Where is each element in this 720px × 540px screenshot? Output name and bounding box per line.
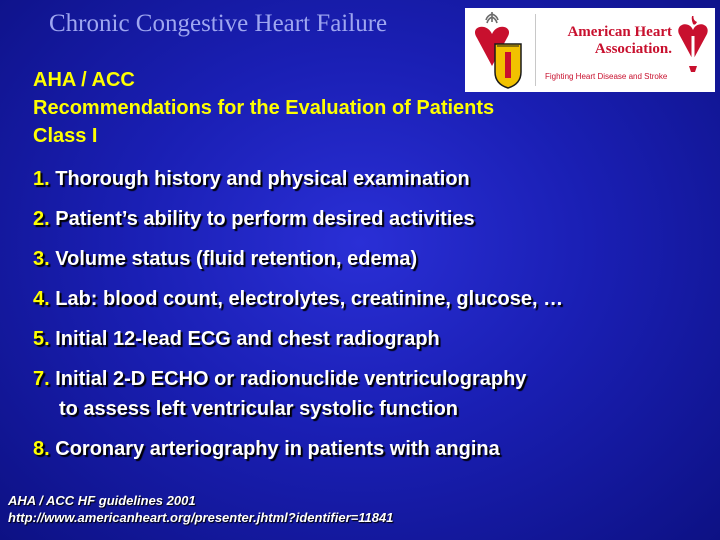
aha-tagline: Fighting Heart Disease and Stroke <box>545 72 668 81</box>
item-number: 7. <box>33 368 50 390</box>
slide-title: Chronic Congestive Heart Failure <box>49 10 388 37</box>
list-item <box>33 208 475 231</box>
item-text: Lab: blood count, electrolytes, creatinine, glucose, … <box>49 288 564 310</box>
heading-line2: Recommendations for the Evaluation of Patients <box>33 97 495 119</box>
aha-torch-heart-icon <box>675 16 711 76</box>
aha-wordmark <box>560 24 672 58</box>
item-text: Initial 2-D ECHO or radionuclide ventriculography <box>49 368 527 390</box>
item-text: Coronary arteriography in patients with angina <box>49 438 500 460</box>
wordmark-line2: Association. <box>594 41 672 57</box>
citation-url[interactable]: http://www.americanheart.org/presenter.jhtml?identifier=11841 <box>8 510 394 525</box>
list-item <box>33 288 563 311</box>
citation <box>8 492 393 526</box>
list-item-continuation: to assess left ventricular systolic function <box>59 398 459 420</box>
list-item <box>33 368 526 391</box>
item-text: Patient’s ability to perform desired activities <box>49 208 475 230</box>
item-text: Thorough history and physical examination <box>49 168 470 190</box>
list-item <box>33 438 500 461</box>
wordmark-line1: American Heart <box>567 24 672 40</box>
item-number: 2. <box>33 208 50 230</box>
item-number: 4. <box>33 288 50 310</box>
list-item <box>33 328 440 351</box>
heading-line3: Class I <box>33 125 98 147</box>
item-number: 3. <box>33 248 50 270</box>
item-text: Volume status (fluid retention, edema) <box>49 248 418 270</box>
list-item <box>33 248 417 271</box>
item-number: 5. <box>33 328 50 350</box>
item-number: 8. <box>33 438 50 460</box>
citation-source: AHA / ACC HF guidelines 2001 <box>8 493 196 508</box>
heading-line1: AHA / ACC <box>33 69 135 91</box>
section-heading <box>33 66 494 150</box>
item-number: 1. <box>33 168 50 190</box>
item-text: Initial 12-lead ECG and chest radiograph <box>49 328 440 350</box>
list-item <box>33 168 470 191</box>
logo-divider <box>535 14 536 86</box>
